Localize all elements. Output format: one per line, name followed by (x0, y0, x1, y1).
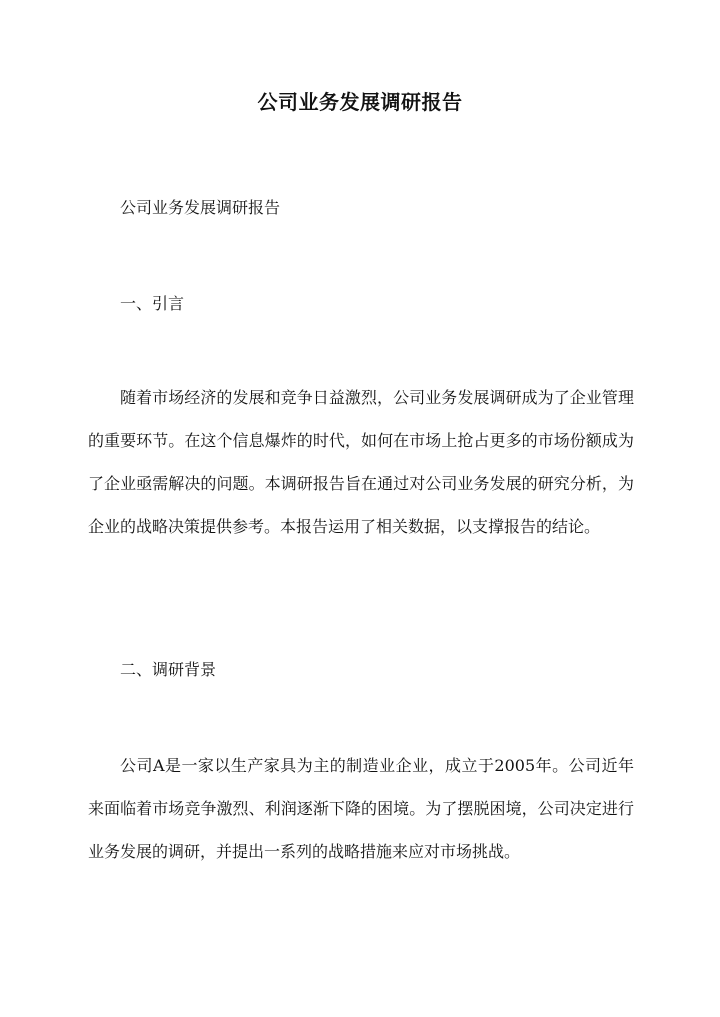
section-heading-background: 二、调研背景 (120, 660, 217, 679)
section-paragraph-introduction: 随着市场经济的发展和竞争日益激烈，公司业务发展调研成为了企业管理的重要环节。在这个信息爆炸的时代，如何在市场上抢占更多的市场份额成为了企业亟需解决的问题。本调研报告旨在通过对公司业务发展的研究分析，为企业的战略决策提供参考。本报告运用了相关数据，以支撑报告的结论。 (88, 388, 634, 536)
section-paragraph-background: 公司A是一家以生产家具为主的制造业企业，成立于2005年。公司近年来面临着市场竞争激烈、利润逐渐下降的困境。为了摆脱困境，公司决定进行业务发展的调研，并提出一系列的战略措施来应对市场挑战。 (88, 756, 634, 861)
section-heading-introduction: 一、引言 (120, 294, 185, 313)
document-title: 公司业务发展调研报告 (257, 90, 463, 114)
document-subtitle: 公司业务发展调研报告 (120, 198, 281, 217)
